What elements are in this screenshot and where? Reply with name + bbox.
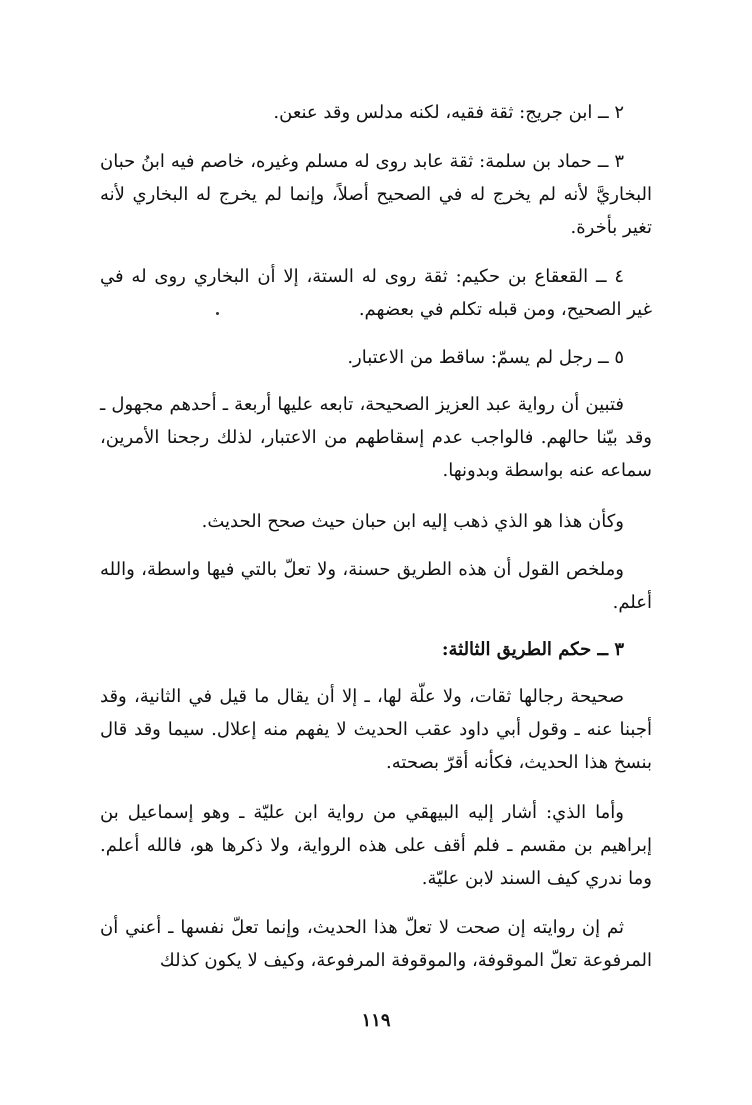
bayhaqi-paragraph: وأما الذي: أشار إليه البيهقي من رواية ابن عليّة ـ وهو إسماعيل بن إبراهيم بن مقسم ـ فلم أقف على هذه الرواية، ولا ذكرها هو، فالله أعلم. وما ندري كيف السند لابن عليّة. — [100, 802, 652, 889]
ibn-hibban-paragraph: وكأن هذا هو الذي ذهب إليه ابن حبان حيث صحح الحديث. — [201, 511, 624, 532]
narrator-item-4: ٤ ــ القعقاع بن حكيم: ثقة روى له الستة، إلا أن البخاري روى له في غير الصحيح، ومن قبله تكلم في بعضهم. — [100, 266, 652, 320]
narrator-item-2: ٢ ــ ابن جريج: ثقة فقيه، لكنه مدلس وقد عنعن. — [273, 102, 624, 123]
summary-paragraph: وملخص القول أن هذه الطريق حسنة، ولا تعلّ بالتي فيها واسطة، والله أعلم. — [100, 559, 652, 613]
narrator-item-5: ٥ ــ رجل لم يسمّ: ساقط من الاعتبار. — [347, 347, 624, 368]
third-route-paragraph: صحيحة رجالها ثقات، ولا علّة لها، ـ إلا أن يقال ما قيل في الثانية، وقد أجبنا عنه ـ وقول أبي داود عقب الحديث لا يفهم منه إعلال. سيما وقد قال بنسخ هذا الحديث، فكأنه أقرّ بصحته. — [100, 686, 652, 773]
narrator-item-3: ٣ ــ حماد بن سلمة: ثقة عابد روى له مسلم وغيره، خاصم فيه ابنُ حبان البخاريَّ لأنه لم يخرج له في الصحيح أصلاً، وإنما لم يخرج له البخاري لأنه تغير بأخرة. — [100, 151, 652, 238]
page-number: ١١٩ — [361, 1010, 391, 1031]
section-heading: ٣ ــ حكم الطريق الثالثة: — [441, 639, 624, 660]
final-paragraph: ثم إن روايته إن صحت لا تعلّ هذا الحديث، وإنما تعلّ نفسها ـ أعني أن المرفوعة تعلّ الموقوفة، والموقوفة المرفوعة، وكيف لا يكون كذلك — [100, 917, 652, 971]
conclusion-paragraph: فتبين أن رواية عبد العزيز الصحيحة، تابعه عليها أربعة ـ أحدهم مجهول ـ وقد بيّنا حالهم. فالواجب عدم إسقاطهم من الاعتبار، لذلك رجحنا الأمرين، سماعه عنه بواسطة وبدونها. — [100, 394, 652, 481]
